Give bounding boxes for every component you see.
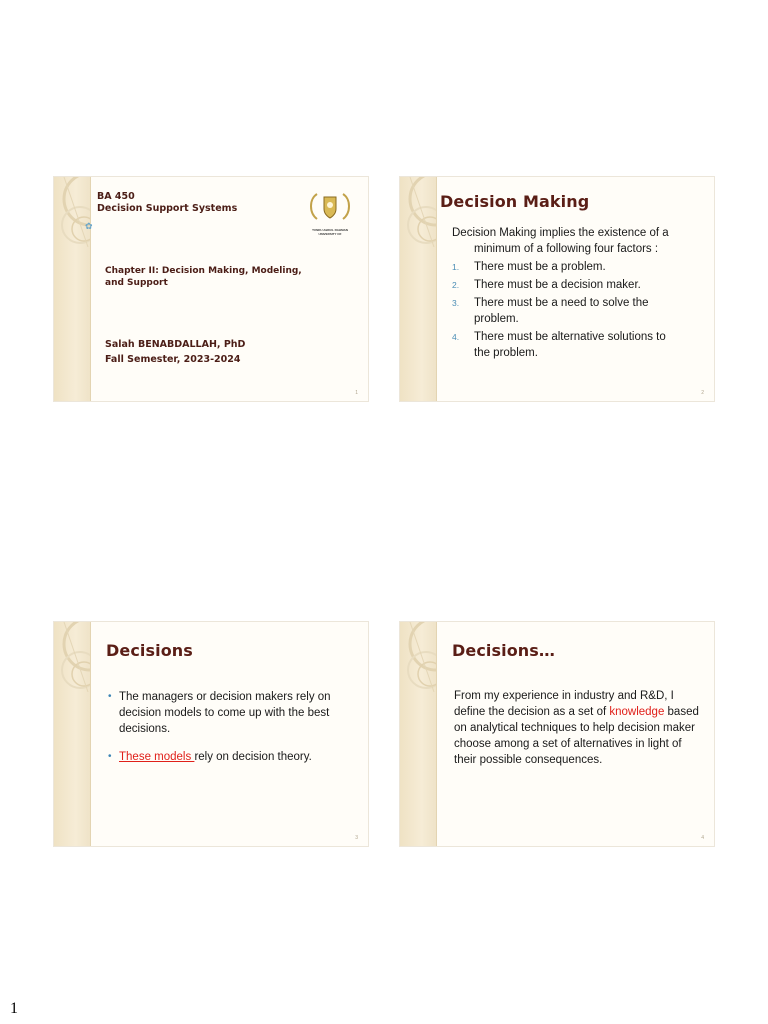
list-number: 1.: [452, 262, 460, 272]
course-name: Decision Support Systems: [97, 203, 238, 214]
intro-line-2: minimum of a following four factors :: [474, 243, 659, 255]
list-item: [108, 689, 360, 737]
course-heading: [97, 191, 237, 215]
slide-body: [108, 689, 360, 777]
slide-body: [452, 225, 702, 361]
swirl-decoration-icon: [400, 177, 436, 401]
slide-page-number: 3: [355, 835, 358, 841]
logo-caption-2: UNIVERSITY OF: [318, 232, 342, 236]
list-text: There must be a need to solve the: [474, 297, 649, 309]
slide-page-number: 4: [701, 835, 704, 841]
bullet-icon: •: [108, 751, 112, 762]
list-item: [452, 329, 702, 361]
list-item: [452, 295, 702, 327]
slide-4: [400, 622, 714, 846]
these-models-link[interactable]: These models: [119, 751, 195, 763]
slide-3: [54, 622, 368, 846]
chapter-line-1: Chapter II: Decision Making, Modeling,: [105, 266, 302, 276]
slide-page-number: 2: [701, 390, 704, 396]
list-item: [452, 277, 702, 293]
chapter-line-2: and Support: [105, 278, 168, 288]
swirl-decoration-icon: [54, 622, 90, 846]
decorative-strip: [400, 177, 437, 401]
decorative-strip: [54, 622, 91, 846]
bullet-text: rely on decision theory.: [194, 751, 312, 763]
course-code: BA 450: [97, 191, 135, 202]
paragraph-text: From my experience in industry and R&D, I define the decision as a set of: [454, 690, 674, 718]
list-number: 3.: [452, 298, 460, 308]
swirl-decoration-icon: [400, 622, 436, 846]
logo-caption-1: TUNKU ABDUL RAHMAN: [312, 228, 348, 232]
intro-line-1: Decision Making implies the existence of a: [452, 227, 669, 239]
list-text-cont: the problem.: [474, 347, 538, 359]
author-name: Salah BENABDALLAH, PhD: [105, 339, 246, 350]
list-number: 4.: [452, 332, 460, 342]
slide-page-number: 1: [355, 390, 358, 396]
crest-icon: [303, 191, 357, 223]
flower-icon: ✿: [85, 221, 93, 231]
slide-title: Decisions: [106, 641, 193, 660]
slide-1: [54, 177, 368, 401]
decorative-strip: [400, 622, 437, 846]
slide-2: [400, 177, 714, 401]
bullet-list: [108, 689, 360, 765]
list-text: There must be alternative solutions to: [474, 331, 666, 343]
list-text-cont: problem.: [474, 313, 519, 325]
paragraph-text-cont: based on analytical techniques to help decision maker choose among a set of alternatives in light of their possible consequences.: [454, 706, 699, 766]
semester: Fall Semester, 2023-2024: [105, 354, 241, 365]
decorative-strip: [54, 177, 91, 401]
factor-list: [452, 259, 702, 361]
list-number: 2.: [452, 280, 460, 290]
bullet-text: The managers or decision makers rely on decision models to come up with the best decisions.: [119, 691, 331, 735]
document-page-number: 1: [10, 1000, 18, 1017]
list-item: [108, 749, 360, 765]
highlight-word: knowledge: [609, 706, 665, 718]
list-item: [452, 259, 702, 275]
chapter-title: [105, 265, 302, 289]
bullet-icon: •: [108, 691, 112, 702]
slide-body: [454, 688, 706, 768]
university-logo: [303, 191, 357, 236]
slide-title: Decision Making: [440, 192, 590, 211]
list-text: There must be a decision maker.: [474, 279, 641, 291]
list-text: There must be a problem.: [474, 261, 606, 273]
swirl-decoration-icon: [54, 177, 90, 401]
author-block: [105, 337, 245, 367]
slide-title: Decisions…: [452, 641, 556, 660]
